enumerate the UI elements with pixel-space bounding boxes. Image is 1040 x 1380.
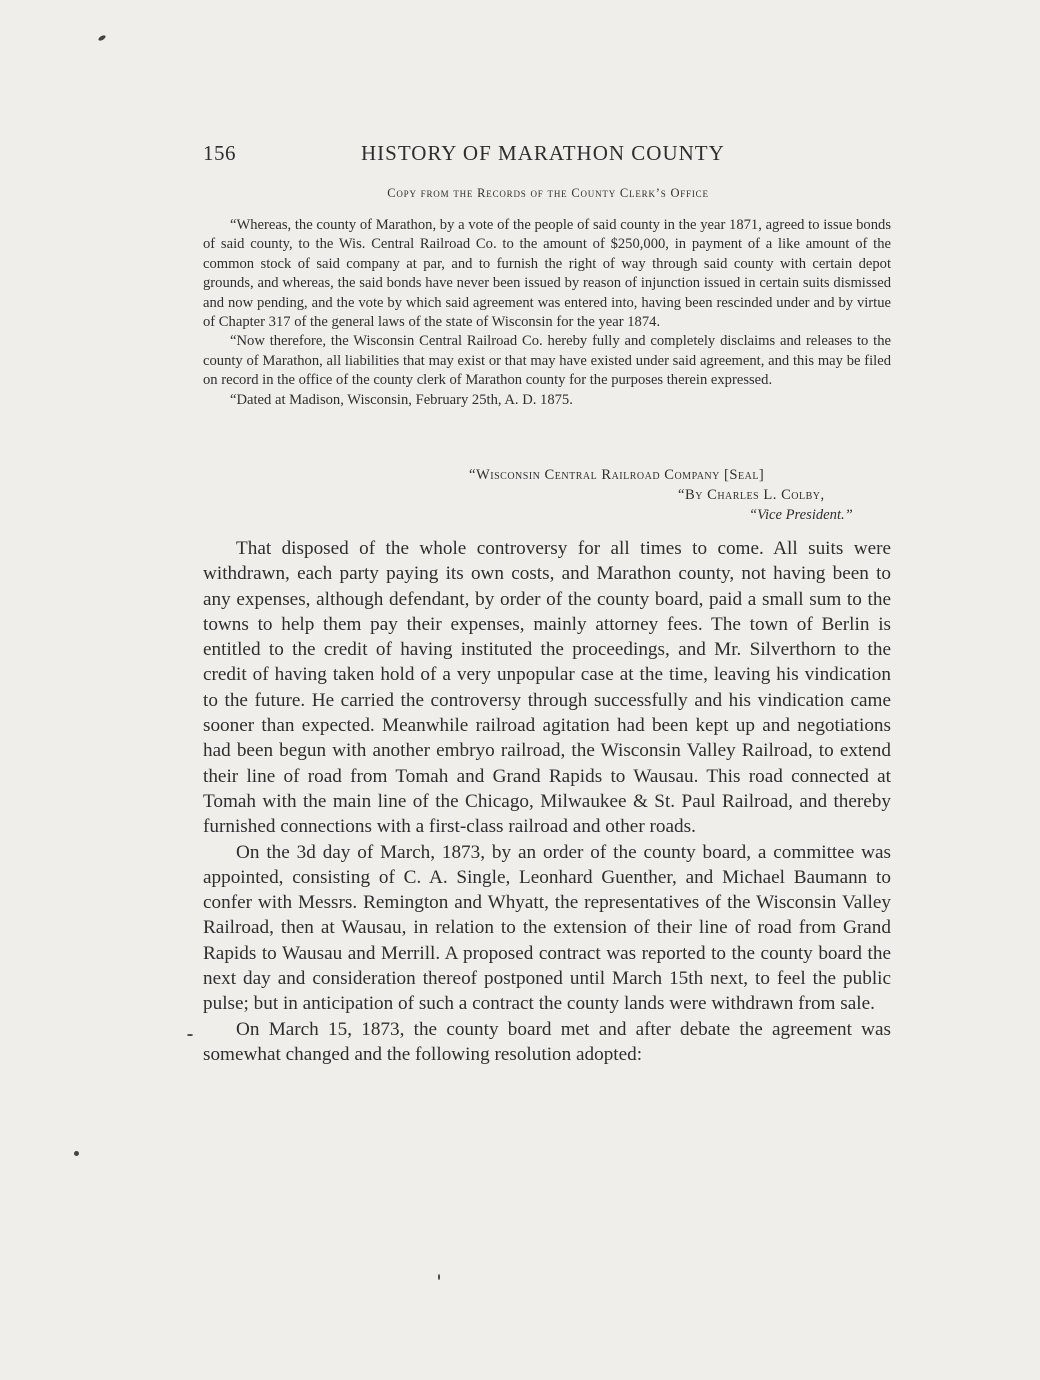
page-speck <box>187 1034 193 1036</box>
body-paragraph: On the 3d day of March, 1873, by an order of the county board, a committee was appointed, consisting of C. A. Single, Leonhard Guenther, and Michael Baumann to confer with Messrs. Remington and Whyatt, the representatives of the Wisconsin Valley Railroad, then at Wausau, in relation to the extension of their line of road from Grand Rapids to Wausau and Merrill. A proposed contract was reported to the county board the next day and consideration thereof postponed until March 15th next, to feel the public pulse; but in anticipation of such a contract the county lands were withdrawn from sale. <box>203 841 891 1015</box>
signature-company: “Wisconsin Central Railroad Company [Seal] <box>469 467 765 483</box>
running-head: HISTORY OF MARATHON COUNTY <box>361 141 725 165</box>
page-speck <box>74 1151 79 1156</box>
quote-paragraph: “Dated at Madison, Wisconsin, February 25th, A. D. 1875. <box>230 391 573 408</box>
record-heading: Copy from the Records of the County Clerk’s Office <box>387 186 709 200</box>
page-speck <box>98 34 107 41</box>
body-paragraph: That disposed of the whole controversy for all times to come. All suits were withdrawn, each party paying its own costs, and Marathon county, not having been to any expenses, although defendant, by order of the county board, paid a small sum to the towns to help them pay their expenses, mainly attorney fees. The town of Berlin is entitled to the credit of having instituted the proceedings, and Mr. Silverthorn to the credit of having taken hold of a very unpopular case at the time, leaving his vindication to the future. He carried the controversy through successfully and his vindication came sooner than expected. Meanwhile railroad agitation had been kept up and negotiations had been begun with another embryo railroad, the Wisconsin Valley Railroad, to extend their line of road from Tomah and Grand Rapids to Wausau. This road connected at Tomah with the main line of the Chicago, Milwaukee & St. Paul Railroad, and thereby furnished connections with a first-class railroad and other roads. <box>203 538 891 838</box>
page-header <box>203 141 893 169</box>
quote-paragraph: “Now therefore, the Wisconsin Central Railroad Co. hereby fully and completely disclaims and releases to the county of Marathon, all liabilities that may exist or that may have existed under said agreement, and this may be filed on record in the office of the county clerk of Marathon county for the purposes therein expressed. <box>203 333 891 389</box>
body-paragraph: On March 15, 1873, the county board met and after debate the agreement was somewhat changed and the following resolution adopted: <box>203 1018 891 1065</box>
body-text <box>203 536 891 1067</box>
signature-title: “Vice President.” <box>749 507 853 523</box>
signature-by: “By Charles L. Colby, <box>678 487 825 503</box>
page-number: 156 <box>203 141 236 165</box>
quoted-record <box>203 216 891 410</box>
quote-paragraph: “Whereas, the county of Marathon, by a vote of the people of said county in the year 1871, agreed to issue bonds of said county, to the Wis. Central Railroad Co. to the amount of $250,000, in payment of a like amount of the common stock of said company at par, and to furnish the right of way through said county with certain depot grounds, and whereas, the said bonds have never been issued by reason of injunction issued in certain suits dismissed and now pending, and the vote by which said agreement was entered into, having been rescinded under and by virtue of Chapter 317 of the general laws of the state of Wisconsin for the year 1874. <box>203 217 891 331</box>
page-speck <box>438 1274 440 1280</box>
